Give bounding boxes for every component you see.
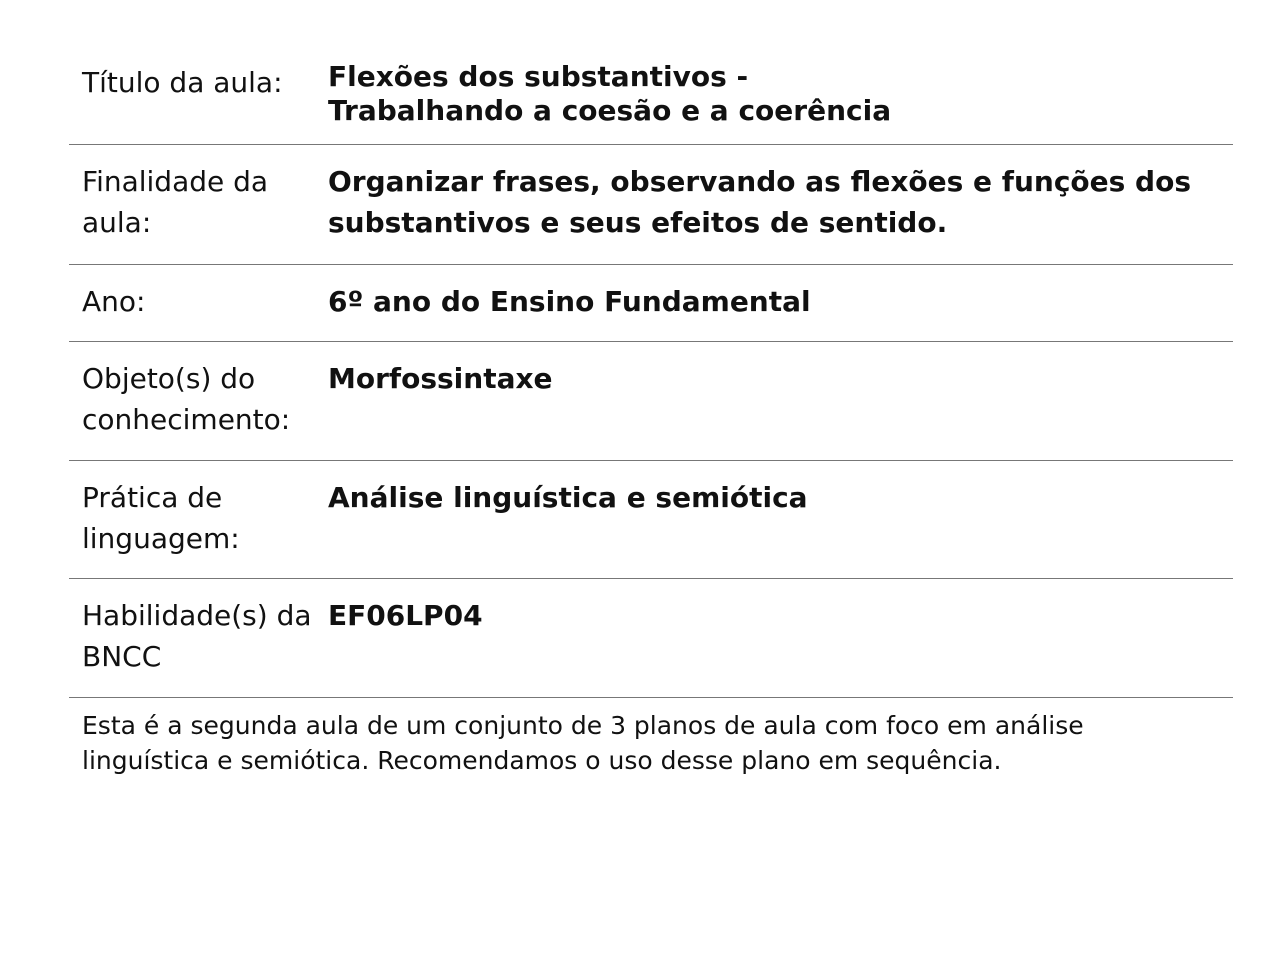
row-ano [69, 265, 1233, 342]
lesson-title-line-1: Flexões dos substantivos - [328, 60, 749, 93]
row-titulo [69, 0, 1233, 145]
lesson-title-line-2: Trabalhando a coesão e a coerência [328, 94, 892, 127]
row-label: Objeto(s) do conhecimento: [82, 362, 291, 436]
lesson-plan-table [69, 0, 1233, 778]
row-pratica-linguagem [69, 461, 1233, 579]
row-label: Ano: [82, 285, 146, 318]
row-label: Finalidade da aula: [82, 165, 269, 239]
row-habilidades-bncc [69, 579, 1233, 698]
row-objeto-conhecimento [69, 342, 1233, 461]
row-finalidade [69, 145, 1233, 265]
row-value: 6º ano do Ensino Fundamental [328, 285, 811, 318]
row-value: EF06LP04 [328, 599, 483, 632]
row-label: Título da aula: [82, 66, 283, 99]
sequence-note: Esta é a segunda aula de um conjunto de 3 planos de aula com foco em análise linguística e semiótica. Recomendamos o uso desse plano em sequência. [82, 711, 1084, 775]
row-label: Prática de linguagem: [82, 481, 240, 555]
row-label: Habilidade(s) da BNCC [82, 599, 312, 673]
row-value: Organizar frases, observando as flexões e funções dos substantivos e seus efeitos de sentido. [328, 165, 1191, 239]
row-value: Morfossintaxe [328, 362, 553, 395]
row-value: Análise linguística e semiótica [328, 481, 808, 514]
row-value [328, 60, 1233, 144]
